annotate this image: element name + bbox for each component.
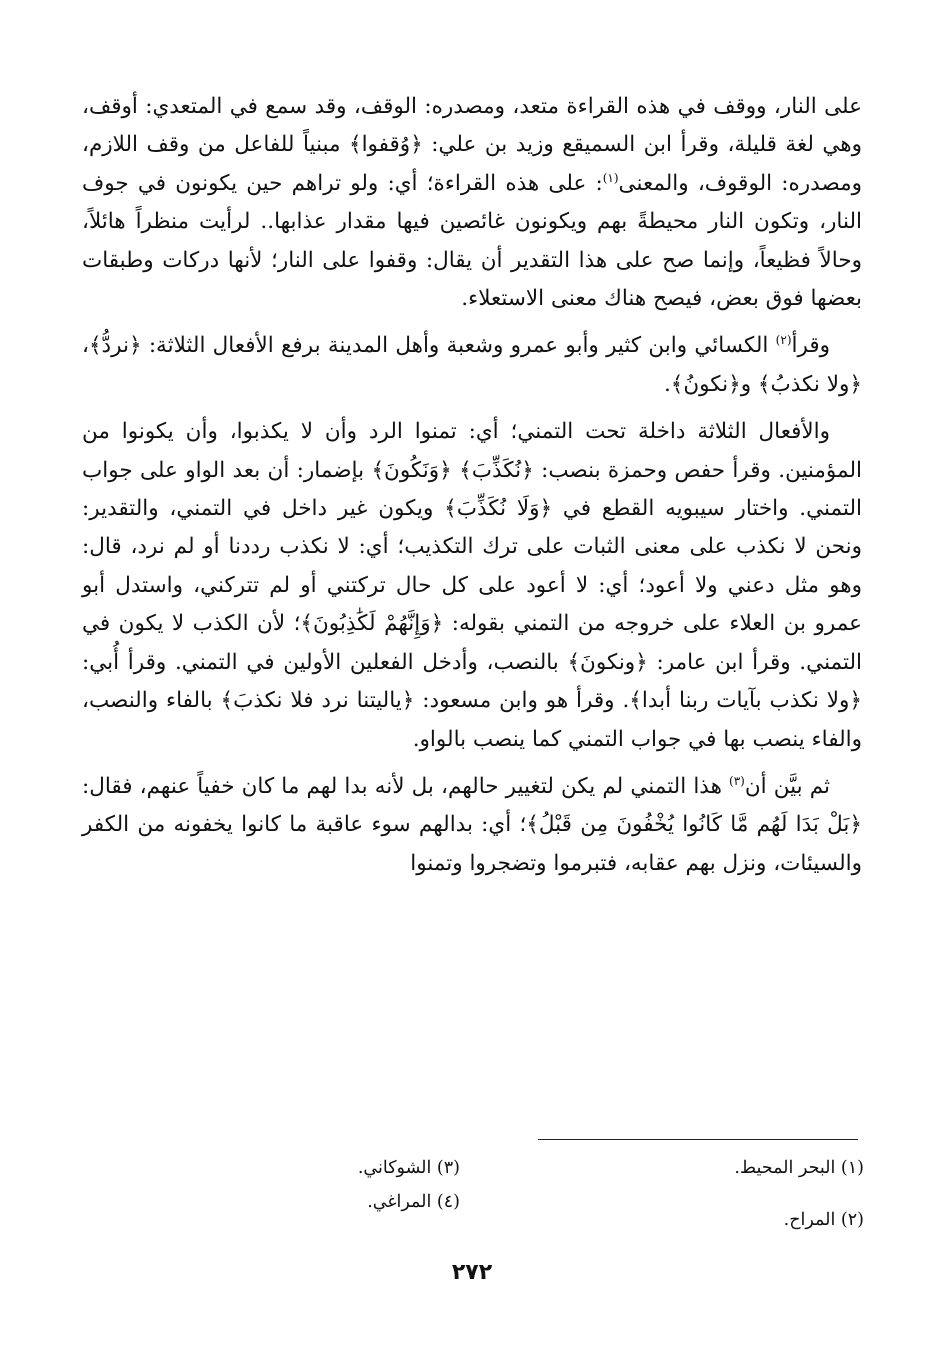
footnote-2: (٢) المراح. bbox=[783, 1210, 864, 1230]
main-text bbox=[82, 88, 862, 883]
paragraph-2-text-a: وقرأ bbox=[791, 333, 830, 359]
paragraph-1 bbox=[82, 88, 862, 318]
paragraph-1-text-a: على النار، ووقف في هذه القراءة متعد، ومصدره: الوقف، وقد سمع في المتعدي: أوقف، وهي لغة قليلة، وقرأ ابن السميقع وزيد بن علي: ﴿وُقفوا﴾ مبنياً للفاعل من وقف اللازم، ومصدره: الوقوف، والمعنى bbox=[82, 94, 862, 196]
footnote-ref-1: (١) bbox=[602, 170, 619, 185]
paragraph-4-text-a: ثم بيَّن أن bbox=[744, 773, 830, 799]
footnote-ref-2: (٢) bbox=[775, 333, 792, 348]
footnote-3: (٣) الشوكاني. bbox=[357, 1158, 460, 1178]
footnote-4: (٤) المراغي. bbox=[367, 1192, 460, 1212]
paragraph-1-text-b: : على هذه القراءة؛ أي: ولو تراهم حين يكونون في جوف النار، وتكون النار محيطةً بهم ويكونون غائصين فيها مقدار عذابها.. لرأيت منظراً هائلاً، وحالاً فظيعاً، وإنما صح على هذا التقدير أن يقال: وقفوا على النار؛ لأنها دركات وطبقات بعضها فوق بعض، فيصح هناك معنى الاستعلاء. bbox=[82, 170, 862, 312]
page-number: ٢٧٢ bbox=[451, 1260, 493, 1285]
footnote-separator bbox=[538, 1139, 858, 1140]
paragraph-2 bbox=[82, 327, 862, 404]
paragraph-2-text-b: الكسائي وابن كثير وأبو عمرو وشعبة وأهل المدينة برفع الأفعال الثلاثة: ﴿نردُّ﴾، ﴿ولا نكذبُ﴾ و﴿نكونُ﴾. bbox=[82, 333, 862, 397]
footnote-1: (١) البحر المحيط. bbox=[734, 1158, 864, 1178]
footnote-ref-3: (٣) bbox=[729, 773, 745, 788]
paragraph-4-text-b: هذا التمني لم يكن لتغيير حالهم، بل لأنه بدا لهم ما كان خفياً عنهم، فقال: ﴿بَلْ بَدَا لَهُم مَّا كَانُوا يُخْفُونَ مِن قَبْلُ﴾؛ أي: بدالهم سوء عاقبة ما كانوا يخفونه من الكفر والسيئات، ونزل بهم عقابه، فتبرموا وتضجروا وتمنوا bbox=[82, 773, 862, 876]
paragraph-3: والأفعال الثلاثة داخلة تحت التمني؛ أي: تمنوا الرد وأن لا يكذبوا، وأن يكونوا من المؤمنين. وقرأ حفص وحمزة بنصب: ﴿نُكَذِّبَ﴾ ﴿وَنَكُونَ﴾ بإضمار: أن بعد الواو على جواب التمني. واختار سيبويه القطع في ﴿وَلَا نُكَذِّبَ﴾ ويكون غير داخل في التمني، والتقدير: ونحن لا نكذب على معنى الثبات على ترك التكذيب؛ أي: لا نكذب رددنا أو لم نرد، قال: وهو مثل دعني ولا أعود؛ أي: لا أعود على كل حال تركتني أو لم تتركني، واستدل أبو عمرو بن العلاء على خروجه من التمني بقوله: ﴿وَإِنَّهُمْ لَكَٰذِبُونَ﴾؛ لأن الكذب لا يكون في التمني. وقرأ ابن عامر: ﴿ونكونَ﴾ بالنصب، وأدخل الفعلين الأولين في التمني. وقرأ أُبي: ﴿ولا نكذب بآيات ربنا أبدا﴾. وقرأ هو وابن مسعود: ﴿ياليتنا نرد فلا نكذبَ﴾ بالفاء والنصب، والفاء ينصب بها في جواب التمني كما ينصب بالواو. bbox=[82, 419, 862, 752]
paragraph-4 bbox=[82, 768, 862, 883]
